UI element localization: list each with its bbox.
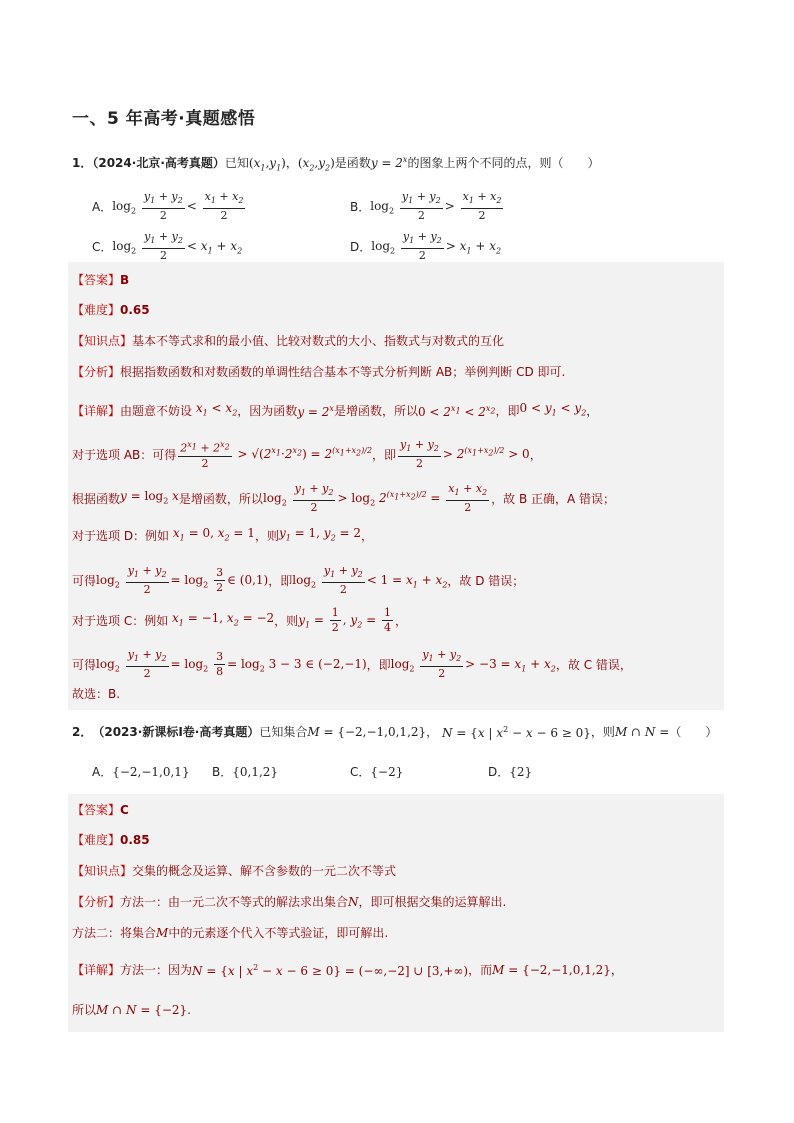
formula: $(x_2,y_2)$ bbox=[297, 156, 335, 173]
formula: $x_1 < x_2$ bbox=[192, 401, 238, 418]
answer-line: 【答案】 B bbox=[72, 270, 129, 290]
analysis-line-2: 方法二：将集合 M 中的元素逐个代入不等式验证，即可解出. bbox=[72, 923, 388, 943]
detail-line-7: 可得 $\log_2$ $\frac{y_1 + y_2}{2}$ = $\log_2$ $\frac{3}{8}$ = $\log_2 3 - 3$ ∈ (−2,−1) ，即 $\log_2$ $\frac{y_1 + y_2}{2}$ > $-3 = x_1 + x_2$ ，故 C 错误， bbox=[72, 648, 632, 681]
difficulty-line: 【难度】 0.65 bbox=[72, 300, 150, 320]
difficulty-value: 0.85 bbox=[120, 833, 150, 847]
detail-line-1: 【详解】 方法一：因为 N = {x | $x^2 - x - 6 \ge 0\} = (-\infty,-2]$ ∪ [3,+∞) ，而 M = {−2,−1,0,1,2} ， bbox=[72, 958, 623, 981]
formula: $\log_2$ $\frac{y_1 + y_2}{2}$ = $\log_2$ $\frac{3}{8}$ = $\log_2 3 - 3$ ∈ (−2,−1) bbox=[96, 648, 367, 681]
formula: $\log_2$ $\frac{y_1 + y_2}{2}$ > $\log_2 2^{(x_1+x_2)/2}$ = $\frac{x_1 + x_2}{2}$ bbox=[262, 482, 488, 515]
formula: M ∩ N = bbox=[614, 724, 670, 739]
option-a[interactable]: A． $\log_2$ $\frac{y_1 + y_2}{2}$ < $\frac{x_1 + x_2}{2}$ bbox=[92, 190, 247, 223]
option-c[interactable]: C． $\log_2$ $\frac{y_1 + y_2}{2}$ < $x_1 + x_2$ bbox=[92, 230, 243, 263]
option-b[interactable]: B． $\log_2$ $\frac{y_1 + y_2}{2}$ > $\frac{x_1 + x_2}{2}$ bbox=[350, 190, 505, 223]
conclusion-line: 故选：B. bbox=[72, 687, 121, 701]
option-b[interactable]: B． {0,1,2} bbox=[212, 762, 278, 782]
formula: $y = 2^x$ bbox=[297, 404, 334, 420]
formula: $y = \log_2 x$ bbox=[120, 488, 179, 506]
difficulty-value: 0.65 bbox=[120, 303, 150, 317]
formula: $y = 2^x$ bbox=[370, 155, 408, 170]
option-d[interactable]: D． {2} bbox=[488, 762, 532, 782]
detail-line-5: 可得 $\log_2$ $\frac{y_1 + y_2}{2}$ = $\log_2$ $\frac{3}{2}$ ∈ (0,1) ，即 $\log_2$ $\frac{y_1 + y_2}{2}$ < $1 = x_1 + x_2$ ，故 D 错误； bbox=[72, 564, 525, 597]
formula: M ∩ N = {−2} bbox=[96, 1003, 188, 1017]
formula: {−2,−1,0,1} bbox=[112, 765, 190, 779]
formula: $y_1 = 1$, $y_2 = 2$ bbox=[278, 526, 362, 543]
detail-line-2: 所以 M ∩ N = {−2} . bbox=[72, 1000, 191, 1020]
formula: $\log_2$ $\frac{y_1 + y_2}{2}$ < $\frac{x_1 + x_2}{2}$ bbox=[112, 190, 244, 223]
question-1-stem: 1．（2024·北京·高考真题）已知$(x_1,y_1)$，$(x_2,y_2)$是函数$y = 2^x$的图象上两个不同的点，则（ ） bbox=[72, 155, 600, 173]
formula: $\log_2$ $\frac{y_1 + y_2}{2}$ > $-3 = x_1 + x_2$ bbox=[390, 648, 556, 681]
question-2-stem: 2． （2023·新课标Ⅰ卷·高考真题） 已知集合 M = {−2,−1,0,1,2} ， N = {x | $x^2 - x - 6 \ge 0$} ，则 M ∩ N = （ ） bbox=[72, 720, 717, 743]
detail-line-1: 【详解】 由题意不妨设 $x_1 < x_2$ ，因为函数 $y = 2^x$ 是增函数，所以 $0 < 2^{x_1} < 2^{x_2}$ ，即 $0 < y_1 < y_2$ ， bbox=[72, 398, 598, 423]
answer-value: B bbox=[120, 273, 130, 287]
formula: $\log_2$ $\frac{y_1 + y_2}{2}$ = $\log_2$ $\frac{3}{2}$ ∈ (0,1) bbox=[96, 564, 269, 597]
question-source: （2024·北京·高考真题） bbox=[92, 156, 225, 170]
detail-line-6: 对于选项 C：例如 $x_1 = -1$, $x_2 = -2$ ，则 $y_1$ = $\frac{1}{2}$ , $y_2$ = $\frac{1}{4}$ ， bbox=[72, 606, 408, 634]
solution-block-2 bbox=[68, 794, 724, 1032]
formula: $x_1 = 0$, $x_2 = 1$ bbox=[169, 526, 255, 543]
option-d[interactable]: D． $\log_2$ $\frac{y_1 + y_2}{2}$ > $x_1 + x_2$ bbox=[350, 230, 502, 263]
formula: N = {x | $x^2 - x - 6 \ge 0\} = (-\infty,-2]$ ∪ [3,+∞) bbox=[192, 963, 469, 978]
question-number: 2． bbox=[72, 724, 93, 739]
formula: N = {x | $x^2 - x - 6 \ge 0$} bbox=[438, 725, 591, 740]
formula: {2} bbox=[509, 765, 533, 779]
detail-line-2: 对于选项 AB：可得 $\frac{2^{x_1} + 2^{x_2}}{2}$ > $√(2^{x_1}\cdot 2^{x_2}) = 2^{(x_1+x_2)/2}$ ，即 $\frac{y_1 + y_2}{2}$ > $2^{(x_1+x_2)/2} > 0$ ， bbox=[72, 438, 542, 471]
option-c[interactable]: C． {−2} bbox=[350, 762, 403, 782]
formula: N bbox=[348, 895, 359, 909]
formula: $\log_2$ $\frac{y_1 + y_2}{2}$ > $x_1 + x_2$ bbox=[371, 230, 502, 263]
knowledge-line: 【知识点】 交集的概念及运算、解不含参数的一元二次不等式 bbox=[72, 864, 397, 878]
formula: $0 < 2^{x_1} < 2^{x_2}$ bbox=[417, 404, 496, 420]
formula: {0,1,2} bbox=[232, 765, 279, 779]
formula: M = {−2,−1,0,1,2} bbox=[492, 962, 611, 977]
formula: $0 < y_1 < y_2$ bbox=[519, 401, 587, 418]
formula: M bbox=[156, 926, 169, 940]
detail-line-3: 根据函数 $y = \log_2 x$ 是增函数，所以 $\log_2$ $\frac{y_1 + y_2}{2}$ > $\log_2 2^{(x_1+x_2)/2}$ = $\frac{x_1 + x_2}{2}$ ，故 B 正确，A 错误； bbox=[72, 482, 616, 515]
option-a[interactable]: A． {−2,−1,0,1} bbox=[92, 762, 190, 782]
formula: $\frac{2^{x_1} + 2^{x_2}}{2}$ > $√(2^{x_1}\cdot 2^{x_2}) = 2^{(x_1+x_2)/2}$ bbox=[180, 440, 373, 470]
formula: $\frac{y_1 + y_2}{2}$ > $2^{(x_1+x_2)/2} > 0$ bbox=[400, 438, 530, 471]
formula: $(x_1,y_1)$ bbox=[248, 156, 286, 173]
analysis-line: 【分析】 根据指数函数和对数函数的单调性结合基本不等式分析判断 AB；举例判断 CD 即可. bbox=[72, 365, 566, 379]
formula: M = {−2,−1,0,1,2} bbox=[307, 724, 427, 739]
detail-line-4: 对于选项 D：例如 $x_1 = 0$, $x_2 = 1$ ，则 $y_1 = 1$, $y_2 = 2$ ， bbox=[72, 523, 373, 548]
formula: $y_1$ = $\frac{1}{2}$ , $y_2$ = $\frac{1}{4}$ bbox=[298, 606, 392, 634]
section-title: 一、5 年高考·真题感悟 bbox=[72, 109, 256, 129]
analysis-line: 【分析】 方法一：由一元二次不等式的解法求出集合 N ，即可根据交集的运算解出. bbox=[72, 892, 506, 912]
answer-value: C bbox=[120, 803, 129, 817]
answer-line: 【答案】 C bbox=[72, 800, 129, 820]
question-source: （2023·新课标Ⅰ卷·高考真题） bbox=[92, 724, 260, 739]
formula: $\log_2$ $\frac{y_1 + y_2}{2}$ > $\frac{x_1 + x_2}{2}$ bbox=[370, 190, 502, 223]
formula: $\log_2$ $\frac{y_1 + y_2}{2}$ < $x_1 + x_2$ bbox=[112, 230, 243, 263]
formula: {−2} bbox=[370, 765, 404, 779]
formula: $x_1 = -1$, $x_2 = -2$ bbox=[168, 611, 275, 628]
knowledge-line: 【知识点】 基本不等式求和的最小值、比较对数式的大小、指数式与对数式的互化 bbox=[72, 334, 505, 348]
formula: $\log_2$ $\frac{y_1 + y_2}{2}$ < $1 = x_1 + x_2$ bbox=[292, 564, 448, 597]
question-number: 1． bbox=[72, 156, 93, 170]
difficulty-line: 【难度】 0.85 bbox=[72, 830, 150, 850]
